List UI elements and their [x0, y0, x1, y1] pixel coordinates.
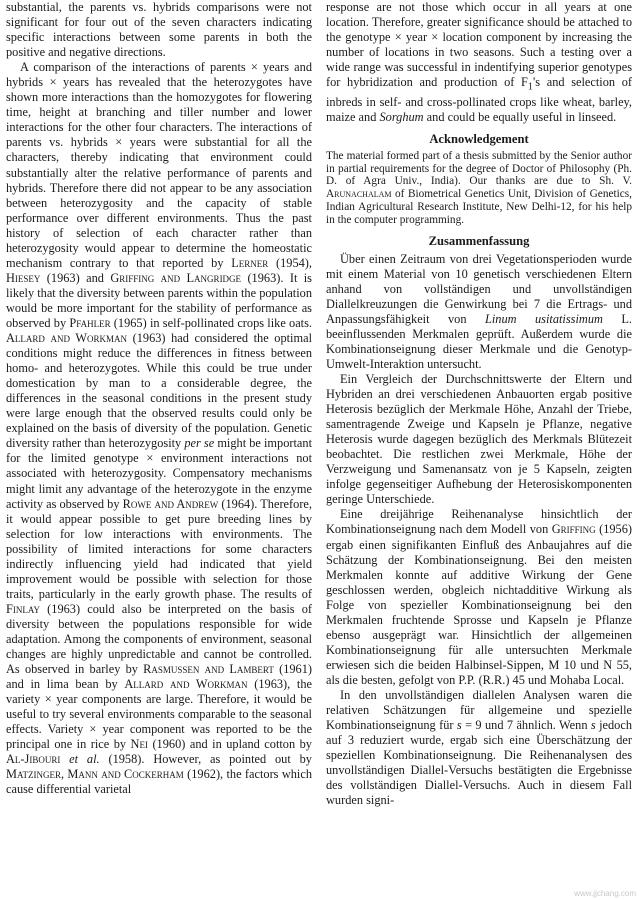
text-run: Eine dreijährige Reihenanalyse hinsichtlich der Kombinationseignung nach dem Modell von: [326, 507, 632, 537]
text-run: (1963) could also be interpreted on the basis of diversity between the populations responsible for wide adaptation. Among the components of environment, seasonal changes are highly unpredictable and cannot be controlled. As observed in barley by: [6, 601, 312, 677]
text-run: (1963), the variety × year components are large. Therefore, it would be useful to try several environments comparable to the seasonal effects. Variety × year component was reported to be the principal one in rice by: [6, 677, 312, 752]
term-per-se: per se: [184, 436, 215, 451]
citation-allard-workman-2: Allard and Workman: [124, 677, 248, 692]
citation-rowe-andrew: Rowe and Andrew: [122, 496, 219, 511]
text-run: (1954),: [268, 255, 312, 270]
subscript: 1: [527, 81, 534, 93]
text-run: (1962), the factors which cause differential varietal: [6, 767, 312, 797]
left-column: [6, 0, 312, 900]
citation-griffing-langridge: Griffing and Langridge: [110, 270, 242, 285]
term-et-al: et al.: [60, 752, 100, 767]
text-run: Über einen Zeitraum von drei Vegetationsperioden wurde mit einem Material von 10 genetisch verschiedenen Eltern anhand von vollständigen und unvollständigen Diallelkreuzungen die Genwirkung bei 7 die Ertrags- und Anpassungsfähigkeit von: [326, 251, 632, 326]
journal-page: [6, 0, 632, 900]
watermark: www.jjchang.com: [574, 889, 636, 898]
citation-nei: Nei: [130, 737, 148, 752]
text-run: L. beeinflussenden Merkmalen geprüft. Außerdem wurde die Kombinationseignung dieser Merkmale und die Genotyp-Umwelt-Interaktion untersucht.: [326, 311, 632, 371]
citation-hiesey: Hiesey: [6, 270, 41, 285]
right-column: [326, 0, 632, 900]
citation-pfahler: Pfahler: [69, 315, 111, 330]
citation-matzinger: Matzinger, Mann and Cockerham: [6, 767, 184, 782]
text-run: (1965) in self-pollinated crops like oats.: [110, 315, 312, 330]
citation-al-jibouri: Al-Jibouri: [6, 752, 61, 767]
zusammenfassung-paragraph-3: [326, 507, 632, 688]
text-run: (1956) ergab einen signifikanten Einfluß des Anbaujahres auf die Schätzung der Kombinationseignung. Bei den meisten Merkmalen konnte auf additive Wirkung der Gene geschlossen werden, obgleich nichtadditive Wirkung als Folge von spezieller Kombinationseignung bei den Merkmalen fruchtende Sprosse und Kapseln je Pflanze ebenso ausgeprägt war. Hinsichtlich der allgemeinen Kombinationseignung für alle untersuchten Merkmale erwiesen sich die beiden Halbinsel-Sippen, M 10 und N 55, als die besten, gefolgt von P.P. (R.R.) 45 und Mohaba Local.: [326, 522, 632, 687]
zusammenfassung-paragraph-4: [326, 688, 632, 808]
text-run: (1963). It is likely that the diversity between parents within the population would be more important for the stability of performance as observed by: [6, 270, 312, 330]
left-paragraph-2: [6, 60, 312, 797]
text-run: (1963) had considered the optimal conditions might reduce the differences in fitness between homo- and heterozygotes. While this could be true under domestication by man to a considerable degree, the differences in the seasonal conditions in the present study were large enough that the observed results could only be explained on the basis of diversity of the population. Genetic diversity rather than heterozygosity: [6, 331, 312, 451]
text-run: 's and selection of inbreds in self- and cross-pollinated crops like wheat, barley, maize and: [326, 75, 632, 124]
text-run: (1961) and in lima bean by: [6, 662, 312, 692]
term-linum: Linum usitatissimum: [484, 311, 603, 326]
term-sorghum: Sorghum: [379, 109, 424, 124]
citation-griffing: Griffing: [551, 522, 596, 537]
citation-lerner: Lerner: [231, 255, 269, 270]
variable-s: s: [456, 718, 462, 733]
text-run: = 9 und 7 ähnlich. Wenn: [461, 718, 591, 733]
text-run: (1964). Therefore, it would appear possible to get pure breeding lines by selection for low interactions with environments. The possibility of limited interactions for some characters indirectly influencing yield had indicated that yield improvement would be possible with selection for those traits, particularly in the early growth phase. The results of: [6, 496, 312, 601]
zusammenfassung-paragraph-1: [326, 252, 632, 372]
citation-finlay: Finlay: [6, 601, 41, 616]
zusammenfassung-heading: Zusammenfassung: [428, 233, 530, 248]
text-run: (1960) and in upland cotton by: [147, 737, 312, 752]
right-paragraph-1: [326, 0, 632, 125]
text-run: might be important for the limited genotype × environment interactions not associated with heterozygosity. Compensatory mechanisms might limit any advantage of the heterozygote in the enzyme activity as observed by: [6, 436, 312, 511]
text-run: response are not those which occur in all years at one location. Therefore, greater significance should be attached to the genotype × year × location component by increasing the number of locations in two seasons. Such a testing over a wide range was successful in indentifying superior genotypes for hybridization and production of F: [326, 0, 632, 90]
text-run: (1963) and: [40, 270, 111, 285]
text-run: In den unvollständigen diallelen Analysen waren die relativen Schätzungen für allgemeine und spezielle Kombinationseignung für: [326, 687, 632, 733]
text-run: of Biometrical Genetics Unit, Division of Genetics, Indian Agricultural Research Institute, New Delhi-12, for his help in the computer programming.: [326, 188, 632, 226]
citation-allard-workman: Allard and Workman: [6, 331, 128, 346]
text-run: The material formed part of a thesis submitted by the Senior author in partial requirements for the degree of Doctor of Philosophy (Ph. D. of Agra Univ., India). Our thanks are due to Sh. V.: [326, 149, 632, 188]
citation-rasmussen-lambert: Rasmussen and Lambert: [143, 662, 274, 677]
text-run: jedoch auf 3 reduziert wurde, ergab sich eine Überschätzung der speziellen Kombinationseignung. Die Reihenanalysen des unvollständigen Diallel-Versuchs bestätigten die Ergebnisse des vollständigen Diallel-Versuchs. Auch in diesem Fall wurden signi-: [326, 718, 632, 808]
text-run: (1958). However, as pointed out by: [99, 752, 312, 767]
text-run: A comparison of the interactions of parents × years and hybrids × years has revealed that the heterozygotes have shown more interactions than the homozygotes for flowering time, height at branching and tiller number and lower interactions for the other four characters. The interactions of parents vs. hybrids × years were substantial for all the characters, thereby indicating that environment could substantially alter the relative performance of parents and hybrids. Therefore there did not appear to be any association between heterozygosity and the capacity of stable performance over different environments. Thus the past history of selection of each character rather than heterozygosity would appear to determine the homeostatic mechanism contrary to that reported by: [6, 60, 312, 270]
acknowledgement-heading: Acknowledgement: [429, 131, 529, 146]
left-paragraph-1: substantial, the parents vs. hybrids comparisons were not significant for four out of the seven characters indicating specific interactions between some parents in both the positive and negative directions.: [6, 0, 312, 60]
acknowledgement-text: [326, 150, 632, 227]
zusammenfassung-paragraph-2: Ein Vergleich der Durchschnittswerte der Eltern und Hybriden an drei verschiedenen Anbauorten ergab positive Heterosis bezüglich der Merkmale Höhe, Anzahl der Triebe, samentragende Zweige und Kapseln je Pflanze, negative Heterosis wurde dagegen bezüglich des Merkmals Blütezeit beobachtet. Die restlichen zwei Merkmale, Höhe der Verzweigung und Samenansatz von je 5 Kapseln, zeigten infolge gegenseitiger Aufhebung der Heterosiskomponenten geringe Unterschiede.: [326, 372, 632, 507]
name-arunachalam: Arunachalam: [326, 188, 392, 201]
variable-s: s: [590, 718, 596, 733]
text-run: and could be equally useful in linseed.: [423, 109, 617, 124]
